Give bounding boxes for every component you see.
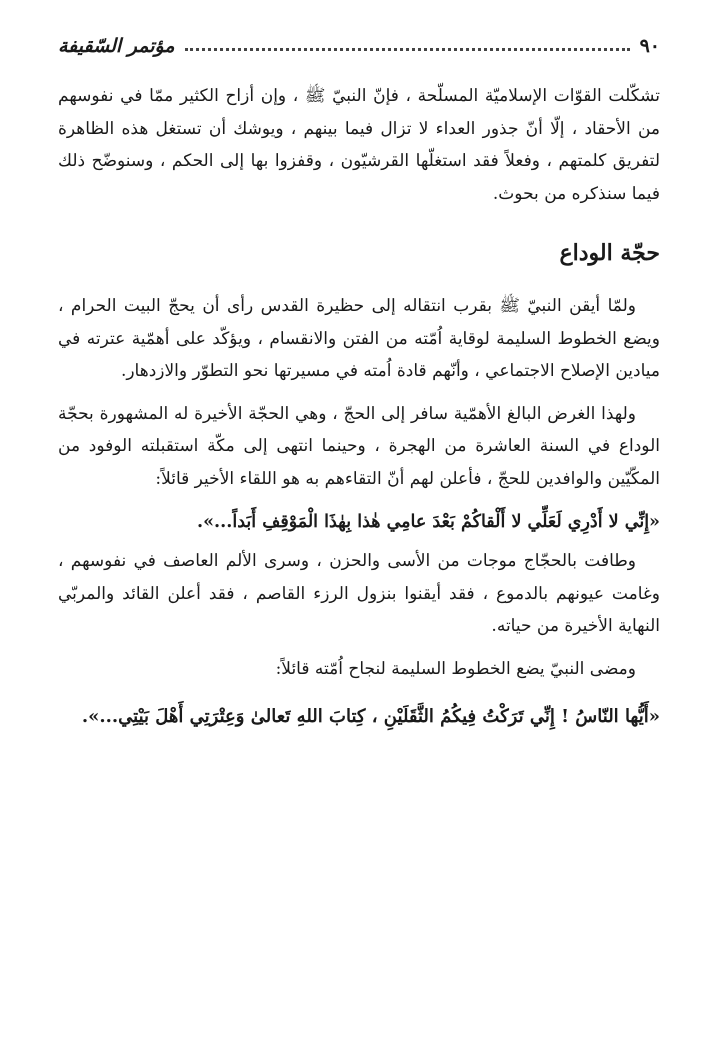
running-title: مؤتمر السّقيفة — [58, 35, 175, 57]
paragraph-pilgrimage-intent: ولمّا أيقن النبيّ ﷺ بقرب انتقاله إلى حظيرة القدس رأى أن يحجّ البيت الحرام ، ويضع الخطوط السليمة لوقاية اُمّته من الفتن والانقسام ، ويؤكّد على أهمّية عترته في ميادين الإصلاح الاجتماعي ، وأنّهم قادة اُمته في مسيرتها نحو التطوّر والازدهار. — [58, 296, 660, 381]
paragraph-guidance: ومضى النبيّ يضع الخطوط السليمة لنجاح اُمّته قائلاً: — [275, 658, 636, 679]
prophet-quote-thaqalayn: «أَيُّها النّاسُ ! إِنِّي تَرَكْتُ فِيكُمُ الثَّقَلَيْنِ ، كِتابَ اللهِ تَعالىٰ وَعِتْرَتِي أَهْلَ بَيْتِي...». — [81, 706, 660, 727]
page-number: ٩٠ — [639, 35, 660, 57]
paragraph-intro: تشكّلت القوّات الإسلاميّة المسلّحة ، فإنّ النبيّ ﷺ ، وإن أزاح الكثير ممّا في نفوسهم من الأحقاد ، إلّا أنّ جذور العداء لا تزال فيما بينهم ، ويوشك أن تستغل هذه الظاهرة لتفريق كلمتهم ، وفعلاً فقد استغلّها القرشيّون ، وقفزوا بها إلى الحكم ، وسنوضّح ذلك فيما سنذكره من بحوث. — [58, 86, 660, 204]
book-page — [58, 28, 660, 1038]
paragraph-sorrow: وطافت بالحجّاج موجات من الأسى والحزن ، وسرى الألم العاصف في نفوسهم ، وغامت عيونهم بالدموع ، فقد أيقنوا بنزول الرزء القاصم ، فقد أعلن القائد والمربّي النهاية الأخيرة من حياته. — [58, 551, 660, 636]
section-heading: حجّة الوداع — [559, 240, 660, 266]
paragraph-pilgrimage-journey: ولهذا الغرض البالغ الأهمّية سافر إلى الحجّ ، وهي الحجّة الأخيرة له المشهورة بحجّة الوداع في السنة العاشرة من الهجرة ، وحينما انتهى إلى مكّة استقبلته الوفود من المكّيّين والوافدين للحجّ ، فأعلن لهم أنّ التقاءهم به هو اللقاء الأخير قائلاً: — [58, 403, 660, 489]
header-dotted-leader — [185, 48, 630, 51]
page-header — [58, 28, 660, 64]
prophet-quote-farewell: «إِنِّي لا أَدْرِي لَعَلِّي لا أَلْقاكُمْ بَعْدَ عامِي هٰذا بِهٰذَا الْمَوْقِفِ أَبَداً...». — [197, 512, 660, 532]
